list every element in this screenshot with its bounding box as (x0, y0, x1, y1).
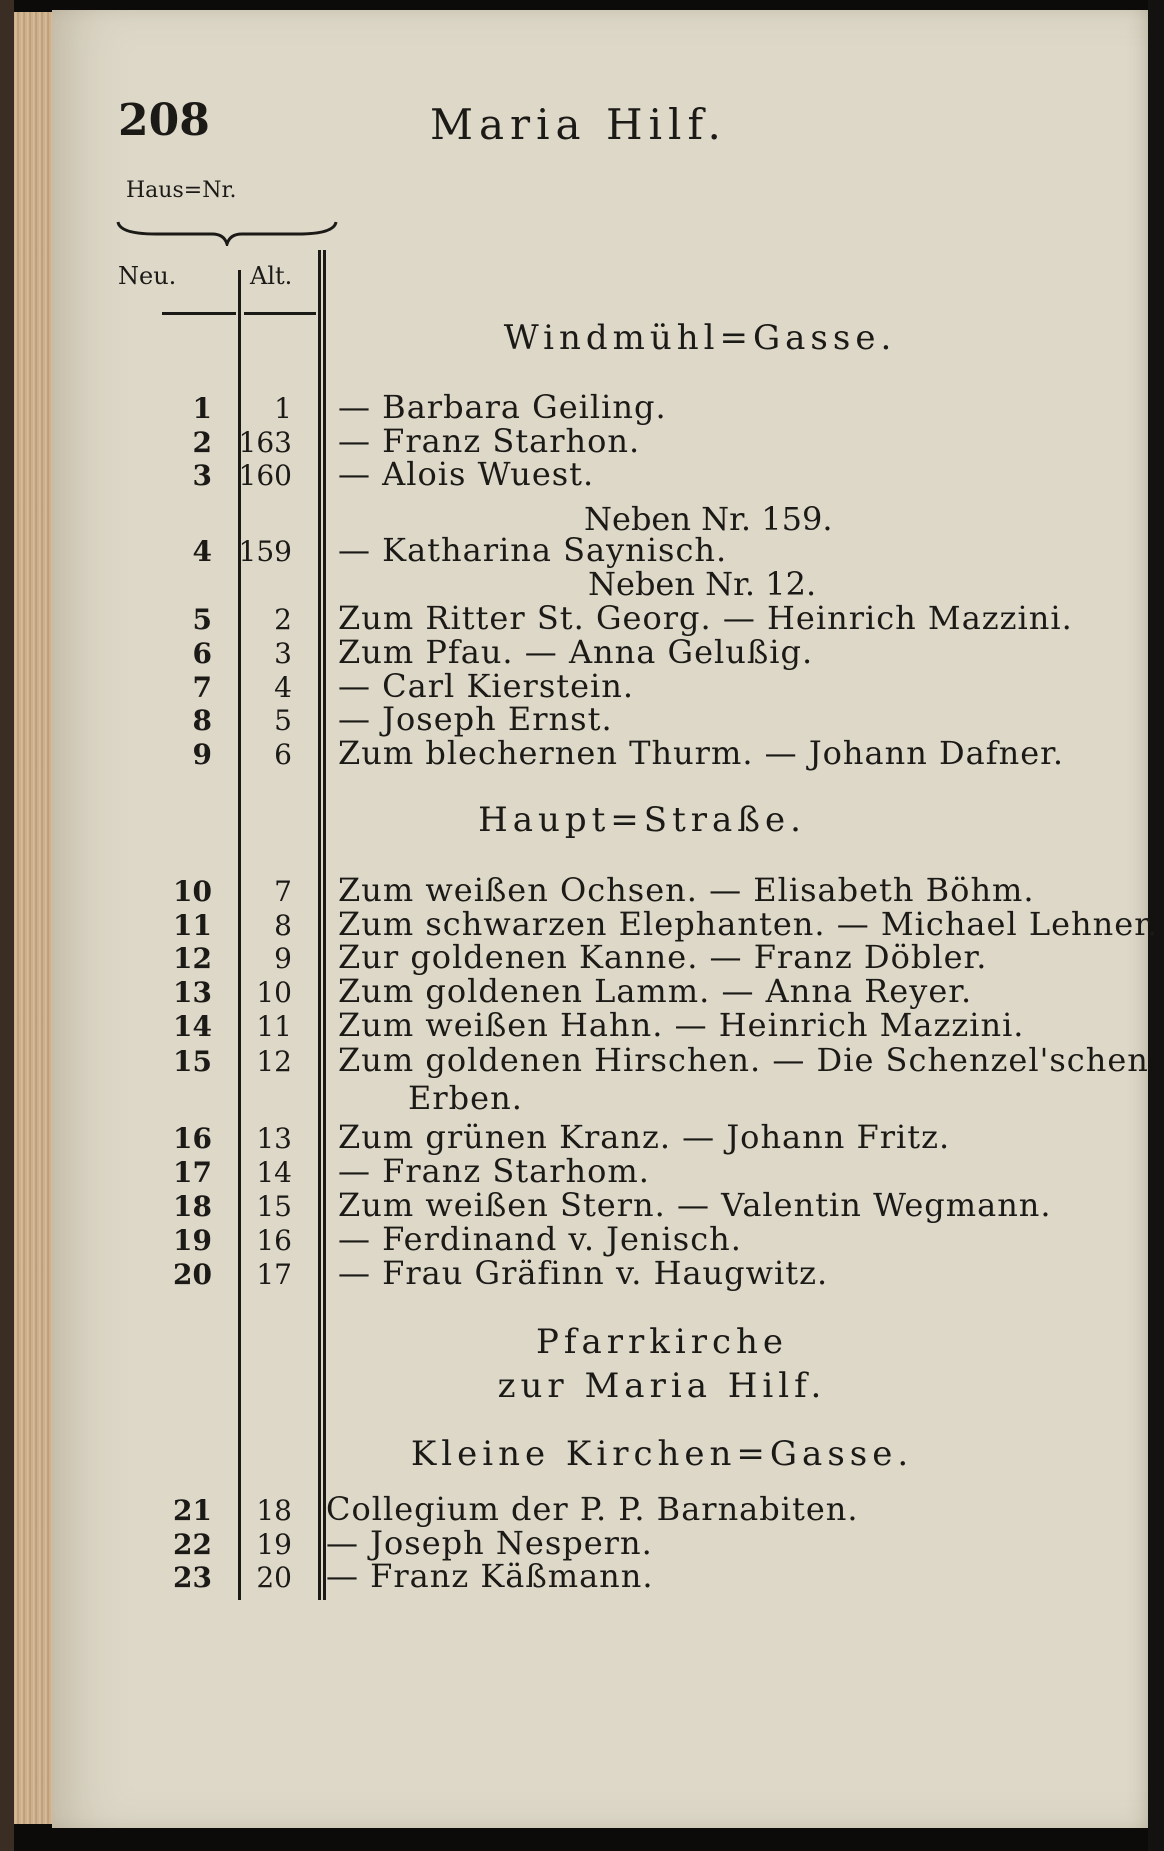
house-number-new: 10 (173, 875, 212, 908)
house-number-old: 10 (256, 976, 292, 1009)
entry-text: Zum schwarzen Elephanten. — Michael Lehner. (338, 905, 1159, 943)
house-number-new: 4 (192, 535, 212, 568)
rule-under-new (162, 312, 236, 315)
entry-text: Zum grünen Kranz. — Johann Fritz. (338, 1118, 951, 1156)
house-number-new: 12 (173, 942, 212, 975)
house-number-new: 6 (192, 637, 212, 670)
section-subtitle: zur Maria Hilf. (497, 1366, 827, 1406)
entry-text: — Katharina Saynisch. (338, 531, 728, 569)
house-number-old: 163 (238, 426, 292, 459)
entry-text: — Carl Kierstein. (338, 667, 635, 705)
house-number-old: 16 (256, 1224, 292, 1257)
section-title: Kleine Kirchen=Gasse. (410, 1434, 914, 1474)
house-number-old: 15 (256, 1190, 292, 1223)
house-number-old: 4 (274, 671, 292, 704)
entry-text: — Frau Gräfinn v. Haugwitz. (338, 1254, 829, 1292)
section-title: Pfarrkirche (535, 1322, 789, 1362)
house-number-old: 19 (256, 1528, 292, 1561)
entry-text: Zum goldenen Hirschen. — Die Schenzel'schen (338, 1041, 1149, 1079)
house-number-new: 8 (192, 704, 212, 737)
entry-text: — Alois Wuest. (338, 455, 595, 493)
house-number-new: 22 (173, 1528, 212, 1561)
house-number-old: 160 (238, 459, 292, 492)
entry-note: Neben Nr. 159. (584, 500, 833, 538)
page-edges (14, 12, 54, 1824)
house-number-old: 159 (238, 535, 292, 568)
entry-text: Zur goldenen Kanne. — Franz Döbler. (338, 938, 988, 976)
house-number-new: 13 (173, 976, 212, 1009)
section-title: Windmühl=Gasse. (503, 318, 897, 358)
house-number-new: 7 (192, 671, 212, 704)
house-number-new: 3 (192, 459, 212, 492)
house-number-old: 7 (274, 875, 292, 908)
house-number-new: 5 (192, 603, 212, 636)
entry-text: — Franz Käßmann. (326, 1557, 654, 1595)
page-title: Maria Hilf. (430, 100, 727, 149)
column-header-old: Alt. (250, 262, 293, 290)
house-number-new: 2 (192, 426, 212, 459)
house-number-old: 2 (274, 603, 292, 636)
house-number-old: 6 (274, 738, 292, 771)
house-number-old: 9 (274, 942, 292, 975)
house-number-old: 18 (256, 1494, 292, 1527)
house-number-old: 12 (256, 1045, 292, 1078)
book-spine (0, 0, 14, 1851)
house-number-new: 9 (192, 738, 212, 771)
house-number-new: 23 (173, 1561, 212, 1594)
entry-text: — Franz Starhom. (338, 1152, 650, 1190)
entry-text: Zum blechernen Thurm. — Johann Dafner. (338, 734, 1065, 772)
house-number-old: 17 (256, 1258, 292, 1291)
house-number-old: 14 (256, 1156, 292, 1189)
house-number-new: 21 (173, 1494, 212, 1527)
column-header-new: Neu. (118, 262, 177, 290)
entry-text: Zum Ritter St. Georg. — Heinrich Mazzini. (338, 599, 1073, 637)
house-number-new: 15 (173, 1045, 212, 1078)
house-number-new: 16 (173, 1122, 212, 1155)
entry-text-continued: Erben. (408, 1079, 523, 1117)
entry-text: Zum weißen Ochsen. — Elisabeth Böhm. (338, 871, 1035, 909)
entry-text: Zum weißen Hahn. — Heinrich Mazzini. (338, 1006, 1025, 1044)
house-number-new: 17 (173, 1156, 212, 1189)
brace-icon (116, 218, 338, 246)
house-number-old: 3 (274, 637, 292, 670)
entry-text: Zum goldenen Lamm. — Anna Reyer. (338, 972, 973, 1010)
entry-note: Neben Nr. 12. (588, 565, 817, 603)
page-number: 208 (118, 95, 210, 146)
house-number-old: 11 (256, 1010, 292, 1043)
entry-text: Zum Pfau. — Anna Gelußig. (338, 633, 814, 671)
entry-text: Collegium der P. P. Barnabiten. (326, 1490, 859, 1528)
house-number-new: 11 (173, 909, 212, 942)
section-title: Haupt=Straße. (478, 800, 806, 840)
house-number-new: 19 (173, 1224, 212, 1257)
house-number-new: 18 (173, 1190, 212, 1223)
house-number-group-label: Haus=Nr. (126, 178, 237, 203)
house-number-new: 14 (173, 1010, 212, 1043)
entry-text: — Joseph Nespern. (326, 1524, 653, 1562)
house-number-old: 20 (256, 1561, 292, 1594)
entry-text: — Franz Starhon. (338, 422, 641, 460)
house-number-old: 13 (256, 1122, 292, 1155)
entry-text: — Barbara Geiling. (338, 388, 667, 426)
house-number-old: 1 (274, 392, 292, 425)
house-number-new: 20 (173, 1258, 212, 1291)
rule-under-old (244, 312, 316, 315)
house-number-new: 1 (192, 392, 212, 425)
entry-text: — Joseph Ernst. (338, 700, 613, 738)
house-number-old: 5 (274, 704, 292, 737)
entry-text: Zum weißen Stern. — Valentin Wegmann. (338, 1186, 1052, 1224)
entry-text: — Ferdinand v. Jenisch. (338, 1220, 742, 1258)
house-number-old: 8 (274, 909, 292, 942)
